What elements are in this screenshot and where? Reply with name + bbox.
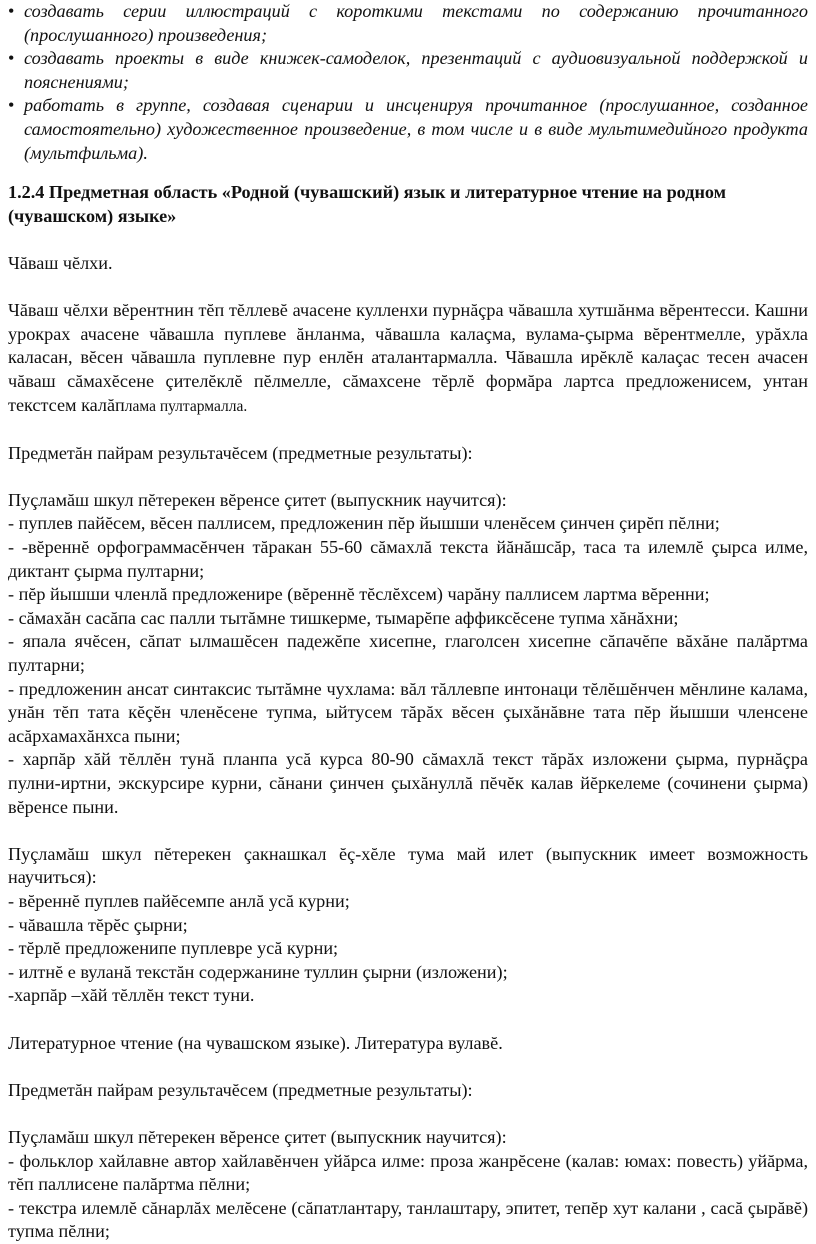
list-item: - илтнĕ е вуланă текстăн содержанине туллин çырни (изложени); [8,961,508,982]
list-item: - текстра илемлĕ сăнарлăх мелĕсене (сăпатлантару, танлаштару, эпитет, тепĕр хут калани , сасă çырăвĕ) тупма пĕлни; [8,1197,808,1242]
list-item: - япала ячĕсен, сăпат ылмашĕсен падежĕпе хисепне, глаголсен хисепне сăпачĕпе вăхăне палăртма пултарни; [8,631,808,676]
learn-title: Пуçламăш шкул пĕтерекен вĕренсе çитет (выпускник научится): [8,1126,507,1147]
subject-intro-paragraph: Чăваш чĕлхи вĕрентнин тĕп тĕллевĕ ачасене кулленхи пурнăçра чăвашла хутшăнма вĕрентесси. Кашни урокрах ачасене чăвашла пуплеве ăнланма, чăвашла калаçма, вулама-çырма вĕрентмелле, урăхла каласан, вĕсен чăвашла пуплевне пур енлĕн аталантармалла. Чăвашла ирĕклĕ калаçас тесен ачасен чăваш сăмахĕсене çителĕклĕ пĕлмелле, сăмахсене тĕрлĕ формăра лартса предложенисем, унтан текстсем калăплама пултармалла. [8,300,808,415]
results-title: Предметăн пайрам результачĕсем (предметные результаты): [8,1079,473,1100]
list-item: • работать в группе, создавая сценарии и инсценируя прочитанное (прослушанное, созданное самостоятельно) художественное произведение, в том числе и в виде мультимедийного продукта (мультфильма). [8,95,808,163]
list-item: - сăмахăн сасăпа сас палли тытăмне тишкерме, тымарĕпе аффиксĕсене тупма хăнăхни; [8,607,679,628]
list-item: -харпăр –хăй тĕллĕн текст туни. [8,985,255,1006]
section-heading: 1.2.4 Предметная область «Родной (чувашский) язык и литературное чтение на родном (чувашском) языке» [8,182,727,226]
list-item: - пуплев пайĕсем, вĕсен паллисем, предложенин пĕр йышши членĕсем çинчен çирĕп пĕлни; [8,513,720,534]
list-item: - предложенин ансат синтаксис тытăмне чухлама: вăл тăллевпе интонаци тĕлĕшĕнчен мĕнлине калама, унăн тĕп тата кĕçĕн членĕсене тупма, ыйтусем тăрăх вĕсен çыхăнăвне тата пĕр йышши членсене асăрхамахăнхса пыни; [8,678,808,746]
opportunity-title: Пуçламăш шкул пĕтерекен çакнашкал ĕç-хĕле тума май илет (выпускник имеет возможность научиться): [8,843,808,888]
learn-title: Пуçламăш шкул пĕтерекен вĕренсе çитет (выпускник научится): [8,489,507,510]
list-item: - фольклор хайлавне автор хайлавĕнчен уйăрса илме: проза жанрĕсене (калав: юмах: повесть) уйăрма, тĕп паллисене палăртма пĕлни; [8,1150,808,1195]
subject-title-literary-reading: Литературное чтение (на чувашском языке). Литература вулавĕ. [8,1032,503,1053]
list-item: • создавать проекты в виде книжек-самоделок, презентаций с аудиовизуальной поддержкой и пояснениями; [8,48,808,92]
subject-title-chuvash-language: Чăваш чĕлхи. [8,252,113,273]
list-item: - -вĕреннĕ орфограммасĕнчен тăракан 55-60 сăмахлă текста йăнăшсăр, таса та илемлĕ çырса илме, диктант çырма пултарни; [8,537,808,581]
results-title: Предметăн пайрам результачĕсем (предметные результаты): [8,442,473,463]
list-item: - тĕрлĕ предложенипе пуплевре усă курни; [8,938,339,959]
list-item: • создавать серии иллюстраций с короткими текстами по содержанию прочитанного (прослушанного) произведения; [8,1,808,45]
list-item: - чăвашла тĕрĕс çырни; [8,914,188,935]
bullet-icon: • [8,48,15,69]
bullet-list [8,0,808,165]
list-item: - пĕр йышши членлă предложенире (вĕреннĕ тĕслĕхсем) чарăну паллисем лартма вĕренни; [8,584,710,605]
list-item: - харпăр хăй тĕллĕн тунă планпа усă курса 80-90 сăмахлă текст тăрăх изложени çырма, пурнăçра пулни-иртни, экскурсире курни, сăнани çинчен çыхăнуллă пĕчĕк калав йĕркелеме (сочинени çырма) вĕренсе пыни. [8,749,808,817]
bullet-icon: • [8,1,15,21]
list-item: - вĕреннĕ пуплев пайĕсемпе анлă усă курни; [8,890,350,911]
bullet-icon: • [8,95,15,116]
